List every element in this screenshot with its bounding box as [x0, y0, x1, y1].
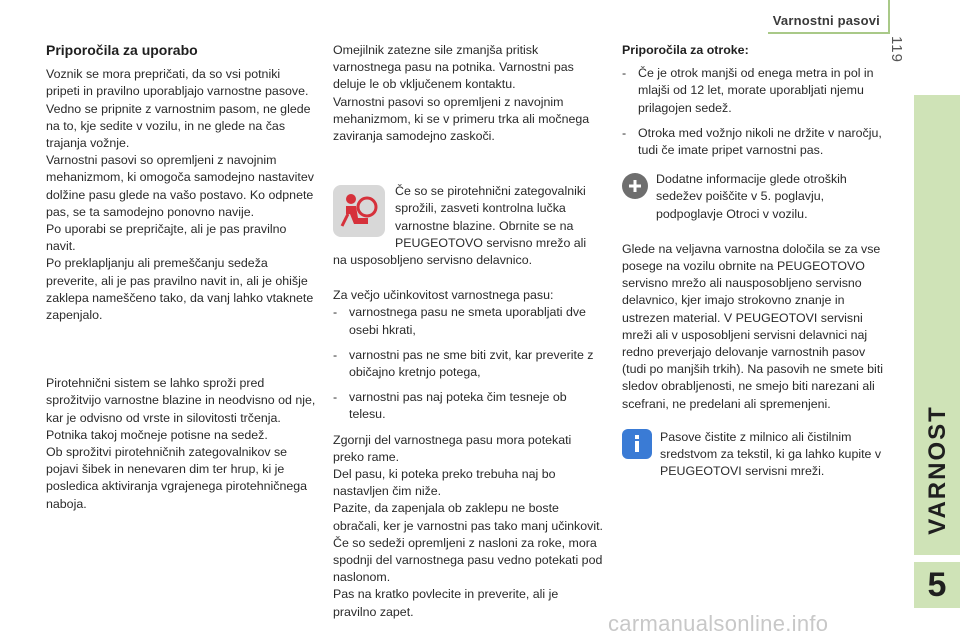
column-usage	[46, 42, 316, 513]
list-item: - varnostnega pasu ne smeta uporabljati dve osebi hkrati,	[333, 304, 603, 338]
belt-paragraph: Zgornji del varnostnega pasu mora potekati preko rame.	[333, 432, 572, 464]
usage-heading: Priporočila za uporabo	[46, 42, 198, 58]
effectiveness-list	[333, 304, 603, 423]
plus-icon	[622, 173, 648, 199]
retractor-paragraph: Varnostni pasovi so opremljeni z navojnim mehanizmom, ki se v primeru trka ali močnega zaviranja samodejno zaskoči.	[333, 94, 590, 144]
list-item: - Če je otrok manjši od enega metra in pol in mlajši od 12 let, morate uporabljati njemu prilagojen sedež.	[622, 65, 890, 117]
airbag-warning-icon	[333, 185, 385, 237]
cleaning-note-text: Pasove čistite z milnico ali čistilnim sredstvom za tekstil, ki ga lahko kupite v PEUGEOTOVI servisni mreži.	[660, 429, 882, 479]
children-heading: Priporočila za otroke:	[622, 43, 749, 57]
children-list	[622, 65, 890, 159]
info-icon	[622, 429, 652, 459]
section-title: Varnostni pasovi	[772, 13, 880, 28]
belt-paragraph: Pazite, da zapenjala ob zaklepu ne boste obračali, ker je varnostni pas tako manj učinkovit. Če so sedeži opremljeni z nasloni za roke, mora spodnji del varnostnega pasu vedno potekati pod naslonom.	[333, 501, 603, 585]
chapter-number	[914, 562, 960, 608]
usage-paragraph: Vedno se pripnite z varnostnim pasom, ne glede na to, kje sedite v vozilu, in ne glede na čas trajanja vožnje.	[46, 101, 311, 151]
watermark: carmanualsonline.info	[608, 611, 829, 636]
pyrotechnic-paragraph: Ob sprožitvi pirotehničnih zategovalnikov se pojavi šibek in nenevaren dim ter hrup, ki je posledica aktiviranja vgrajenega pirotehničnega naboja.	[46, 445, 308, 511]
usage-paragraph: Varnostni pasovi so opremljeni z navojnim mehanizmom, ki omogoča samodejno nastavitev dolžine pasu glede na vašo postavo. Ko odpnete pas, se ta samodejno ponovno navije.	[46, 153, 314, 219]
usage-paragraph: Po uporabi se prepričajte, ali je pas pravilno navit.	[46, 222, 287, 254]
header-divider	[888, 0, 890, 34]
column-children	[622, 42, 890, 480]
header-rule	[768, 32, 888, 34]
list-item: - varnostni pas naj poteka čim tesneje ob telesu.	[333, 389, 603, 423]
list-item: - varnostni pas ne sme biti zvit, kar preverite z običajno kretnjo potega,	[333, 347, 603, 381]
column-belt-function	[333, 42, 603, 621]
list-item: - Otroka med vožnjo nikoli ne držite v naročju, tudi če imate pripet varnostni pas.	[622, 125, 890, 159]
belt-paragraph: Del pasu, ki poteka preko trebuha naj bo nastavljen čim niže.	[333, 467, 556, 499]
pyrotechnic-paragraph: Pirotehnični sistem se lahko sproži pred sprožitvijo varnostne blazine in neodvisno od nje, kar je odvisno od vrste in silovitosti trčenja. Potnika takoj močneje potisne na sedež.	[46, 376, 316, 442]
usage-paragraph: Po preklapljanju ali premeščanju sedeža preverite, ali je pas pravilno navit in, ali je ohišje zaklepa nameščeno tako, da vanj lahko vtaknete zapenjalo.	[46, 256, 314, 323]
chapter-number-text: 5	[927, 565, 947, 604]
chapter-label: VARNOST	[924, 405, 951, 535]
airbag-warning-text: Če so se pirotehnični zategovalniki sprožili, zasveti kontrolna lučka varnostne blazine. Obrnite se na PEUGEOTOVO servisno mrežo ali na usposobljeno servisno delavnico.	[333, 184, 587, 268]
limiter-paragraph: Omejilnik zatezne sile zmanjša pritisk varnostnega pasu na potnika. Varnostni pas deluje le ob vključenem kontaktu.	[333, 43, 574, 92]
child-seat-note-text: Dodatne informacije glede otroških sedežev poiščite v 5. poglavju, podpoglavje Otroci v vozilu.	[656, 172, 847, 221]
child-seat-note	[622, 171, 890, 223]
belt-paragraph: Pas na kratko povlecite in preverite, ali je pravilno zapet.	[333, 587, 559, 619]
airbag-warning-note	[333, 183, 603, 269]
cleaning-note	[622, 429, 890, 481]
service-paragraph: Glede na veljavna varnostna določila se za vse posege na vozilu obrnite na PEUGEOTOVO servisno mrežo ali nausposobljeno servisno delavnico, kjer imajo strokovno znanje in ustrezen material. V PEUGEOTOVI servisni mreži ali v usposobljeni servisni delavnici naj redno preverjajo delovanje varnostnih pasov (tudi po manjših trkih). Na pasovih ne smete biti sledov obrabljenosti, ne smejo biti narezani ali scefrani, ne predelani ali spremenjeni.	[622, 241, 884, 411]
usage-paragraph: Voznik se mora prepričati, da so vsi potniki pripeti in pravilno uporabljajo varnostne pasove.	[46, 67, 309, 99]
page-number: 119	[888, 36, 905, 63]
effectiveness-intro: Za večjo učinkovitost varnostnega pasu:	[333, 288, 554, 303]
